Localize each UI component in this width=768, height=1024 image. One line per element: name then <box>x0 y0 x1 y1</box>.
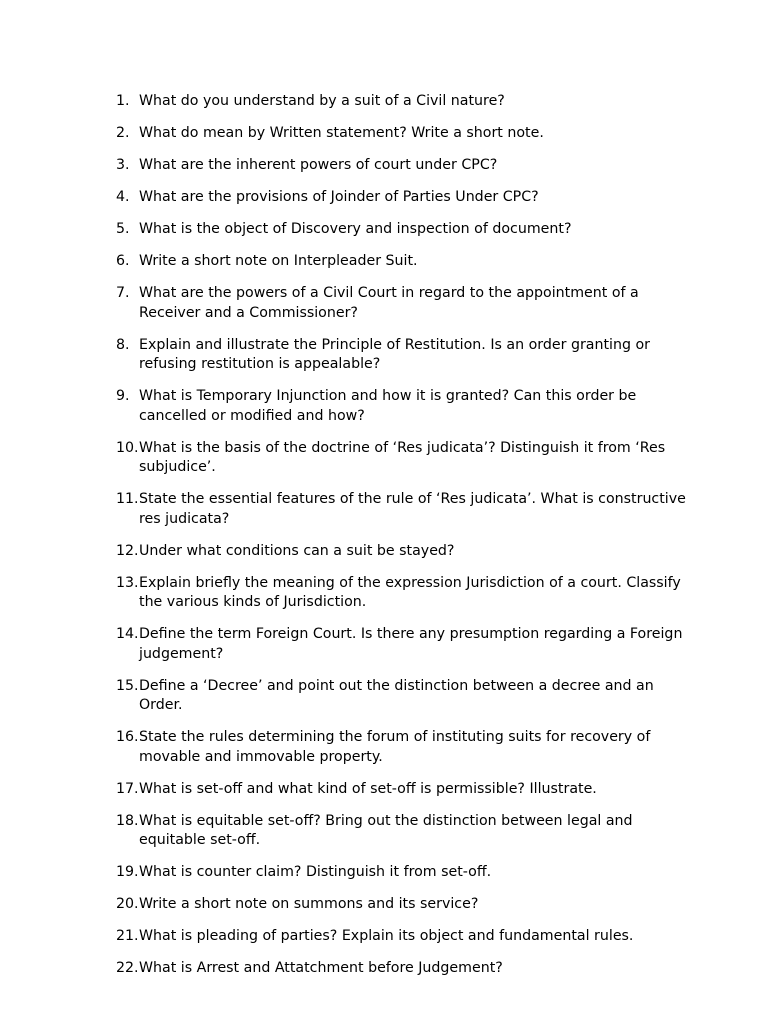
question-text: Explain briefly the meaning of the expression Jurisdiction of a court. Classify the various kinds of Jurisdiction. <box>139 574 681 610</box>
question-number: 4. <box>116 189 130 205</box>
question-number: 22. <box>116 960 139 976</box>
question-number: 12. <box>116 542 139 559</box>
question-item <box>116 156 696 176</box>
question-text: What is equitable set-off? Bring out the distinction between legal and equitable set-off. <box>139 812 633 848</box>
question-number: 20. <box>116 896 139 912</box>
question-number: 8. <box>116 336 130 353</box>
question-number: 3. <box>116 157 130 173</box>
question-number: 2. <box>116 125 130 141</box>
question-text: Under what conditions can a suit be stayed? <box>139 542 455 559</box>
question-number: 9. <box>116 388 130 404</box>
question-item <box>116 336 696 375</box>
question-item <box>116 439 696 478</box>
question-item <box>116 284 696 323</box>
question-text: State the essential features of the rule of ‘Res judicata’. What is constructive res judicata? <box>139 491 686 527</box>
question-item <box>116 124 696 144</box>
question-text: State the rules determining the forum of instituting suits for recovery of movable and immovable property. <box>139 729 651 765</box>
question-item <box>116 188 696 208</box>
question-number: 15. <box>116 677 139 694</box>
question-item <box>116 927 696 947</box>
question-list <box>116 92 696 991</box>
question-text: Explain and illustrate the Principle of Restitution. Is an order granting or refusing restitution is appealable? <box>139 336 650 372</box>
question-item <box>116 252 696 272</box>
question-text: What do you understand by a suit of a Civil nature? <box>139 93 505 109</box>
question-text: What is set-off and what kind of set-off is permissible? Illustrate. <box>139 780 597 797</box>
question-number: 6. <box>116 253 130 269</box>
question-number: 19. <box>116 864 139 880</box>
question-text: Write a short note on Interpleader Suit. <box>139 253 418 269</box>
question-number: 16. <box>116 729 139 745</box>
question-text: What is the basis of the doctrine of ‘Res judicata’? Distinguish it from ‘Res subjudice’. <box>139 439 666 475</box>
question-text: Define the term Foreign Court. Is there any presumption regarding a Foreign judgement? <box>139 626 683 662</box>
question-text: What are the provisions of Joinder of Parties Under CPC? <box>139 189 539 205</box>
question-text: What are the powers of a Civil Court in regard to the appointment of a Receiver and a Commissioner? <box>139 285 639 321</box>
question-number: 5. <box>116 221 130 237</box>
question-number: 17. <box>116 780 139 797</box>
question-item <box>116 863 696 883</box>
question-item <box>116 812 696 851</box>
question-item <box>116 895 696 915</box>
question-item <box>116 574 696 613</box>
question-item <box>116 92 696 112</box>
question-number: 18. <box>116 812 139 829</box>
question-item <box>116 625 696 664</box>
question-text: What is Arrest and Attatchment before Judgement? <box>139 960 503 976</box>
question-text: What do mean by Written statement? Write a short note. <box>139 125 544 141</box>
question-text: What is pleading of parties? Explain its object and fundamental rules. <box>139 928 634 944</box>
question-number: 1. <box>116 93 130 109</box>
question-text: What is Temporary Injunction and how it is granted? Can this order be cancelled or modified and how? <box>139 388 637 424</box>
question-text: What is counter claim? Distinguish it from set-off. <box>139 864 492 880</box>
question-item <box>116 780 696 800</box>
question-text: What are the inherent powers of court under CPC? <box>139 157 498 173</box>
question-number: 11. <box>116 491 139 507</box>
question-text: Write a short note on summons and its service? <box>139 896 479 912</box>
question-item <box>116 387 696 426</box>
question-number: 14. <box>116 626 139 642</box>
question-number: 10. <box>116 439 139 456</box>
question-item <box>116 728 696 767</box>
question-item <box>116 220 696 240</box>
question-item <box>116 677 696 716</box>
question-item <box>116 490 696 529</box>
question-number: 21. <box>116 928 139 944</box>
question-number: 7. <box>116 285 130 301</box>
question-number: 13. <box>116 574 139 591</box>
question-text: Define a ‘Decree’ and point out the distinction between a decree and an Order. <box>139 677 654 713</box>
question-item <box>116 542 696 562</box>
question-item <box>116 959 696 979</box>
question-text: What is the object of Discovery and inspection of document? <box>139 221 572 237</box>
